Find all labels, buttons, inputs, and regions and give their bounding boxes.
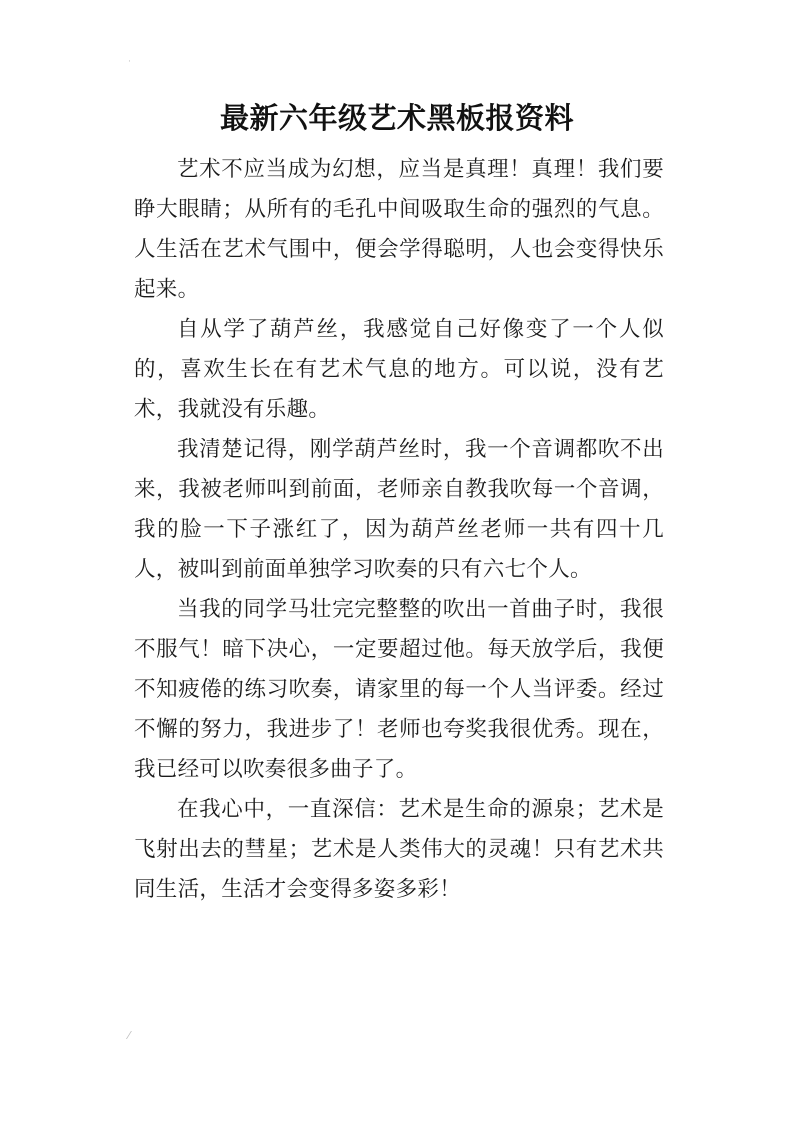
paragraph-5: 在我心中，一直深信：艺术是生命的源泉；艺术是飞射出去的彗星；艺术是人类伟大的灵魂！只有艺术共同生活，生活才会变得多姿多彩！ <box>134 797 664 902</box>
paragraph-4: 当我的同学马壮完完整整的吹出一首曲子时，我很不服气！暗下决心，一定要超过他。每天放学后，我便不知疲倦的练习吹奏，请家里的每一个人当评委。经过不懈的努力，我进步了！老师也夸奖我很优秀。现在，我已经可以吹奏很多曲子了。 <box>134 597 664 782</box>
bottom-corner-mark: ⁄ <box>128 1029 130 1042</box>
top-corner-mark: · <box>128 57 131 67</box>
paragraph-2: 自从学了葫芦丝，我感觉自己好像变了一个人似的，喜欢生长在有艺术气息的地方。可以说，没有艺术，我就没有乐趣。 <box>134 317 664 422</box>
document-title: 最新六年级艺术黑板报资料 <box>219 101 574 135</box>
paragraph-1: 艺术不应当成为幻想，应当是真理！真理！我们要睁大眼睛；从所有的毛孔中间吸取生命的强烈的气息。人生活在艺术气围中，便会学得聪明，人也会变得快乐起来。 <box>134 157 664 302</box>
paragraph-3: 我清楚记得，刚学葫芦丝时，我一个音调都吹不出来，我被老师叫到前面，老师亲自教我吹每一个音调，我的脸一下子涨红了，因为葫芦丝老师一共有四十几人，被叫到前面单独学习吹奏的只有六七个人。 <box>134 437 664 582</box>
document-body <box>134 150 664 910</box>
